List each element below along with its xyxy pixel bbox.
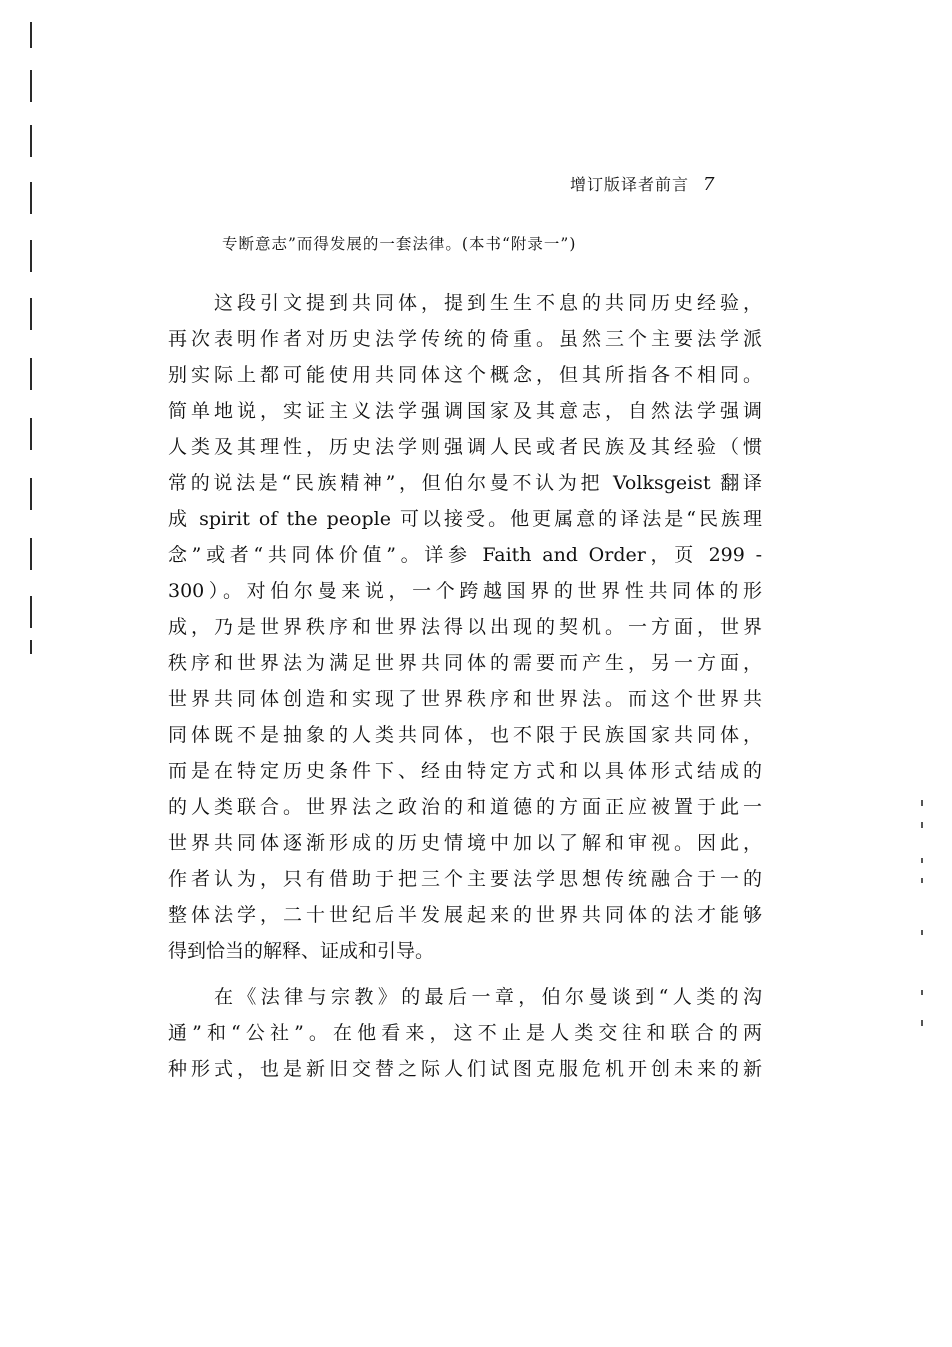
text-line: 作者认为，只有借助于把三个主要法学思想传统融合于一的: [168, 868, 762, 890]
scan-edge-mark: [30, 418, 32, 450]
scan-edge-mark: [30, 640, 32, 654]
scan-edge-mark: [30, 125, 32, 157]
scan-speck: [921, 990, 923, 995]
text-line: 这段引文提到共同体，提到生生不息的共同历史经验，: [214, 292, 762, 314]
text-line: 别实际上都可能使用共同体这个概念，但其所指各不相同。: [168, 364, 762, 386]
text-line: 种形式，也是新旧交替之际人们试图克服危机开创未来的新: [168, 1058, 762, 1080]
text-line: 而是在特定历史条件下、经由特定方式和以具体形式结成的: [168, 760, 762, 782]
scan-edge-mark: [30, 478, 32, 510]
running-header: [570, 172, 750, 195]
text-line: 再次表明作者对历史法学传统的倚重。虽然三个主要法学派: [168, 328, 762, 350]
scan-edge-mark: [30, 22, 32, 48]
text-line: 秩序和世界法为满足世界共同体的需要而产生，另一方面，: [168, 652, 762, 674]
page-number: 7: [703, 174, 716, 195]
text-line: 成，乃是世界秩序和世界法得以出现的契机。一方面，世界: [168, 616, 762, 638]
text-line: 简单地说，实证主义法学强调国家及其意志，自然法学强调: [168, 400, 762, 422]
running-title: 增订版译者前言: [570, 175, 690, 194]
text-line: 人类及其理性，历史法学则强调人民或者民族及其经验（惯: [168, 436, 762, 458]
text-line: 世界共同体创造和实现了世界秩序和世界法。而这个世界共: [168, 688, 762, 710]
scan-speck: [921, 822, 923, 828]
scan-edge-mark: [30, 596, 32, 628]
text-line: 得到恰当的解释、证成和引导。: [168, 940, 435, 962]
text-line: 的人类联合。世界法之政治的和道德的方面正应被置于此一: [168, 796, 762, 818]
text-line: 整体法学，二十世纪后半发展起来的世界共同体的法才能够: [168, 904, 762, 926]
text-line: 在《法律与宗教》的最后一章，伯尔曼谈到“人类的沟: [214, 986, 762, 1008]
scan-edge-mark: [30, 358, 32, 390]
scan-edge-mark: [30, 240, 32, 272]
text-line: 念”或者“共同体价值”。详参 Faith and Order，页 299 -: [168, 544, 762, 566]
text-line: 300）。对伯尔曼来说，一个跨越国界的世界性共同体的形: [168, 580, 762, 602]
text-line: 世界共同体逐渐形成的历史情境中加以了解和审视。因此，: [168, 832, 762, 854]
scan-speck: [921, 878, 923, 883]
text-line: 同体既不是抽象的人类共同体，也不限于民族国家共同体，: [168, 724, 762, 746]
scan-speck: [921, 800, 923, 806]
text-line: 通”和“公社”。在他看来，这不止是人类交往和联合的两: [168, 1022, 762, 1044]
scan-edge-mark: [30, 70, 32, 102]
scan-edge-mark: [30, 298, 32, 330]
scan-speck: [921, 1020, 923, 1026]
scan-speck: [921, 858, 923, 863]
quote-tail: 专断意志”而得发展的一套法律。(本书“附录一”): [222, 235, 577, 253]
scan-edge-mark: [30, 182, 32, 214]
scan-speck: [921, 930, 923, 935]
text-line: 成 spirit of the people 可以接受。他更属意的译法是“民族理: [168, 508, 762, 530]
text-line: 常的说法是“民族精神”，但伯尔曼不认为把 Volksgeist 翻译: [168, 472, 762, 494]
scan-edge-mark: [30, 538, 32, 570]
